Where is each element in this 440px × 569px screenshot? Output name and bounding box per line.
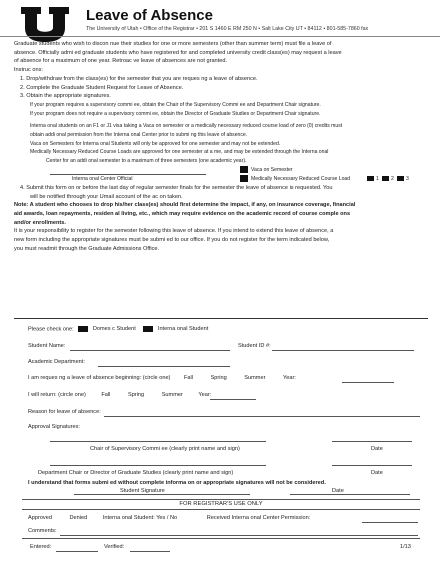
page-title: Leave of Absence: [86, 7, 213, 24]
verified-field[interactable]: [130, 551, 170, 552]
begin-fall-option[interactable]: Fall: [183, 375, 193, 381]
begin-year-label: Year:: [283, 375, 296, 381]
page-number: 1/13: [400, 544, 411, 550]
return-year-field[interactable]: [210, 399, 256, 400]
registrar-title: FOR REGISTRAR'S USE ONLY: [22, 500, 420, 510]
begin-year-field[interactable]: [342, 382, 394, 383]
medical-checkbox[interactable]: [240, 175, 248, 182]
approved-option[interactable]: Approved: [28, 515, 52, 521]
official-signature-line[interactable]: [50, 166, 206, 175]
return-fall-option[interactable]: Fall: [101, 392, 111, 398]
count-2-checkbox[interactable]: [382, 176, 389, 181]
chair-date-line[interactable]: [332, 441, 412, 442]
instructions-label: Instruc ons:: [14, 67, 43, 74]
return-label: I will return: (circle one): [28, 392, 86, 398]
intro-line: of absence for a maximum of one year. Retroac ve leave of absences are not granted.: [14, 58, 227, 65]
section-divider: [14, 318, 428, 319]
step-item: 2. Complete the Graduate Student Request for Leave of Absence.: [20, 84, 184, 91]
step-item: 4. Submit this form on or before the last day of regular semester finals for the semester the leave of absence is requested. You: [20, 184, 333, 191]
chair-date-label: Date: [371, 446, 383, 452]
return-summer-option[interactable]: Summer: [161, 392, 183, 398]
comments-label: Comments:: [28, 528, 57, 534]
understand-statement: I understand that forms submi ed without complete informa on or appropriate signatures will not be considered.: [28, 480, 326, 486]
vacation-option-row: [14, 166, 428, 175]
step-item: 1. Drop/withdraw from the class(es) for the semester that you are reques ng a leave of absence.: [20, 75, 258, 82]
domestic-label: Domes c Student: [92, 326, 136, 333]
medical-option-label: Medically Necessary Reduced Course Load: [251, 175, 351, 182]
count-2-label: 2: [391, 175, 394, 182]
return-year-label: Year:: [198, 392, 212, 398]
verified-label: Verified:: [104, 544, 125, 550]
responsibility-line: new form including the appropriate signatures must be submi ed to our office. If you do not register for the term indicated below,: [14, 237, 330, 244]
dept-signature-label: Department Chair or Director of Graduate Studies (clearly print name and sign): [38, 470, 234, 476]
note-line: Note: A student who chooses to drop his/her class(es) should first determine the impact, if any, on insurance coverage, financial: [14, 202, 356, 209]
registrar-divider: [22, 538, 420, 539]
student-signature-line[interactable]: [74, 494, 250, 495]
approval-label: Approval Signatures:: [28, 424, 80, 430]
official-label: Interna onal Center Official: [72, 175, 133, 182]
received-permission-field[interactable]: [362, 522, 418, 523]
reason-label: Reason for leave of absence:: [28, 409, 101, 415]
step-item-cont: will be notified through your Umail account of the ac on taken.: [30, 193, 183, 200]
intl-text: Vaca on Semesters for Interna onal Students will only be approved for one semester and may not be extended.: [30, 140, 281, 147]
student-id-field[interactable]: [272, 350, 414, 351]
count-1-label: 1: [376, 175, 379, 182]
office-address: The University of Utah • Office of the Registrar • 201 S 1460 E RM 250 N • Salt Lake City UT • 84112 • 801-585-7860 fax: [86, 26, 369, 32]
received-permission-label: Received Interna onal Center Permission:: [206, 515, 311, 521]
vacation-checkbox[interactable]: [240, 166, 248, 173]
denied-option[interactable]: Denied: [69, 515, 88, 521]
chair-signature-label: Chair of Supervisory Commi ee (clearly print name and sign): [90, 446, 240, 452]
intl-text: obtain addi onal permission from the Interna onal Center prior to submi ng this leave of absence.: [30, 132, 248, 139]
intl-text: Interna onal students on an F1 or J1 visa taking a Vaca on semester or a medically necessary reduced course load of zero (0) credits must: [30, 123, 343, 130]
step-sub-item: If your program requires a supervisory commi ee, obtain the Chair of the Supervisory Commi ee and Department Chair signature.: [30, 101, 321, 108]
comments-field[interactable]: [60, 535, 418, 536]
academic-dept-field[interactable]: [98, 366, 230, 367]
international-checkbox[interactable]: [143, 326, 153, 332]
intl-text: Center for an addi onal semester to a maximum of three semesters (one academic year).: [46, 158, 247, 165]
student-signature-label: Student Signature: [120, 488, 165, 494]
responsibility-line: It is your responsibility to register for the semester following this leave of absence. If you intend to extend this leave of absence, a: [14, 228, 334, 235]
student-name-field[interactable]: [70, 350, 230, 351]
dept-date-label: Date: [371, 470, 383, 476]
requesting-label: I am reques ng a leave of absence beginning: (circle one): [28, 375, 171, 381]
chair-signature-line[interactable]: [50, 441, 266, 442]
intl-text: Medically Necessary Reduced Course Loads are approved for one semester at a me, and may be extended through the Interna onal: [30, 149, 329, 156]
medical-option-row: [14, 175, 428, 184]
intro-line: absence. Officially admi ed graduate students who have registered for and completed university credit class(es) may request a leave: [14, 49, 342, 56]
registrar-row: [28, 515, 310, 521]
entered-field[interactable]: [56, 551, 98, 552]
instructions-section: [14, 40, 428, 253]
academic-dept-label: Academic Department:: [28, 359, 85, 365]
return-spring-option[interactable]: Spring: [127, 392, 145, 398]
intro-line: Graduate students who wish to discon nue their studies for one or more semesters (other than summer term) must file a leave of: [14, 41, 332, 47]
student-date-label: Date: [332, 488, 344, 494]
reason-field[interactable]: [104, 416, 420, 417]
responsibility-line: you must readmit through the Graduate Admissions Office.: [14, 245, 160, 252]
count-3-label: 3: [406, 175, 409, 182]
check-one-label: Please check one:: [28, 326, 74, 333]
student-id-label: Student ID #:: [238, 343, 271, 349]
note-line: and/or enrollments.: [14, 219, 66, 226]
international-label: Interna onal Student: [157, 326, 209, 333]
begin-summer-option[interactable]: Summer: [244, 375, 266, 381]
domestic-checkbox[interactable]: [78, 326, 88, 332]
entered-label: Entered:: [30, 544, 52, 550]
step-sub-item: If your program does not require a supervisory commi ee, obtain the Director of Graduate Studies or Department Chair signature.: [30, 110, 321, 117]
note-line: aid awards, loan repayments, residen al living, etc., which may require evidence on the academic record of course comple ons: [14, 210, 351, 217]
dept-date-line[interactable]: [332, 465, 412, 466]
count-3-checkbox[interactable]: [397, 176, 404, 181]
count-1-checkbox[interactable]: [367, 176, 374, 181]
intl-student-option[interactable]: Interna onal Student: Yes / No: [102, 515, 178, 521]
header-divider: [0, 36, 440, 37]
dept-signature-line[interactable]: [50, 465, 266, 466]
vacation-option-label: Vaca on Semester: [251, 166, 293, 173]
student-name-label: Student Name:: [28, 343, 66, 349]
begin-spring-option[interactable]: Spring: [210, 375, 227, 381]
step-item: 3. Obtain the appropriate signatures.: [20, 93, 111, 100]
student-date-line[interactable]: [290, 494, 410, 495]
